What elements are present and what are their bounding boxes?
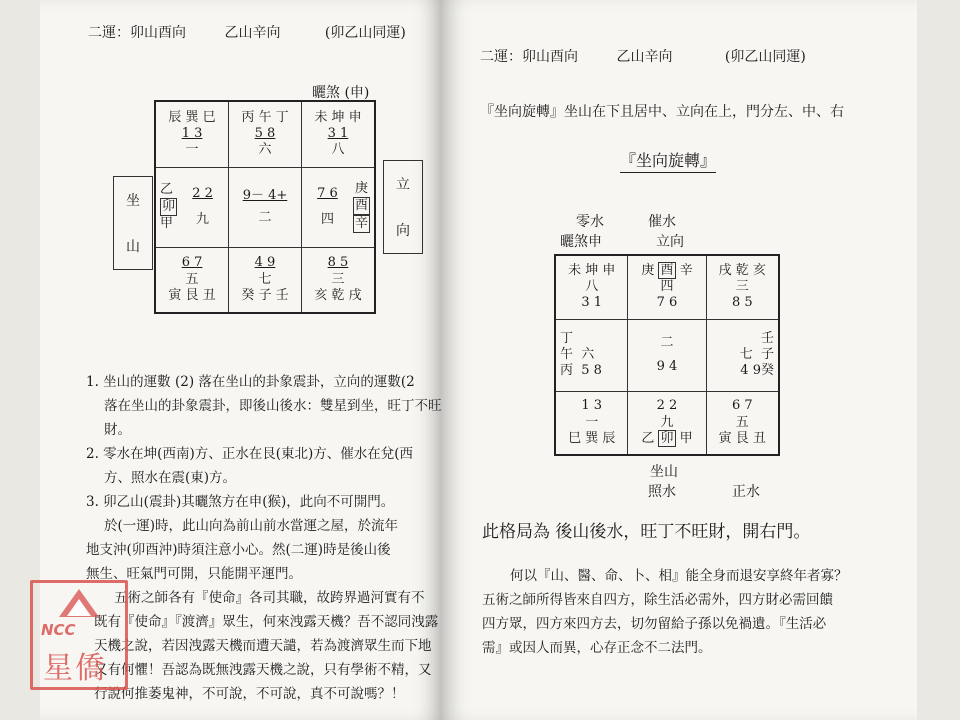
paragraph-line: 天機之說，若因洩露天機而遭天譴，若為渡濟眾生而下地 xyxy=(94,638,432,654)
cell-stars: 5 8 xyxy=(254,126,276,142)
paragraph-line: 五術之師各有『使命』各司其職，故跨界過河實有不 xyxy=(114,590,425,606)
cell-base-star: 五 xyxy=(735,414,749,430)
cell-directions: 未 坤 申 xyxy=(568,262,616,278)
cell-stars: 3 1 xyxy=(327,126,349,142)
chart-cell-se xyxy=(555,391,628,455)
cell-directions: 亥 乾 戌 xyxy=(314,287,362,303)
paragraph-line: 既有『使命』『渡濟』眾生，何來洩露天機？吾不認同洩露 xyxy=(94,614,439,630)
face-char-1: 立 xyxy=(396,177,410,193)
cell-stars: 9 4 xyxy=(656,359,678,374)
ncc-watermark-stamp xyxy=(30,580,128,690)
cell-base-star: 四 xyxy=(660,279,674,295)
cell-stars: 6 7 xyxy=(181,255,203,271)
cell-base-star: 三 xyxy=(331,271,345,287)
stamp-ncc-text: NCC xyxy=(41,621,76,639)
paragraph-line: 五術之師所得皆來自四方，除生活必需外，四方財必需回饋 xyxy=(482,592,833,608)
cell-direction-side: 丙 xyxy=(560,363,574,379)
cell-stars: 4 9 xyxy=(740,363,761,379)
sha-label: 曬煞 (申) xyxy=(312,85,370,101)
cell-directions: 巳 巽 辰 xyxy=(568,430,616,446)
cell-base-star: 二 xyxy=(258,210,272,225)
right-intro: 『坐向旋轉』坐山在下且居中、立向在上，門分左、中、右 xyxy=(480,104,844,120)
cell-stars: 8 5 xyxy=(327,255,349,271)
chart-cell-ne xyxy=(155,247,229,313)
chart-cell-sw xyxy=(301,101,375,167)
cell-stars: 2 2 xyxy=(192,185,213,201)
cell-direction-side: 癸 xyxy=(760,363,774,379)
cell-direction-side: 辛 xyxy=(679,262,693,278)
paragraph-line: 無生、旺氣門可開，只能開平運門。 xyxy=(86,566,302,582)
sit-char-1: 坐 xyxy=(126,193,140,209)
cell-direction-boxed: 酉 xyxy=(353,197,370,215)
cell-direction-boxed: 卯 xyxy=(160,198,177,216)
cell-directions: 辰 巽 巳 xyxy=(168,109,216,125)
cell-direction-side: 子 xyxy=(760,346,774,362)
cell-direction-side: 乙 xyxy=(160,181,174,197)
cell-direction-side: 庚 xyxy=(354,180,368,196)
left-body-text xyxy=(86,370,442,706)
sit-char-2: 山 xyxy=(126,239,140,255)
cell-stars: 7 6 xyxy=(317,185,338,201)
header-direction: 乙山辛向 xyxy=(224,25,281,41)
cell-direction-side: 丁 xyxy=(560,330,574,346)
header-mountain: 二運：卯山酉向 xyxy=(88,25,186,41)
header-direction: 乙山辛向 xyxy=(616,49,673,65)
label-ling-water: 零水 xyxy=(576,214,604,230)
cell-stars: 1 3 xyxy=(181,126,203,142)
chart-cell-s xyxy=(555,319,628,391)
cell-direction-side: 甲 xyxy=(679,430,693,446)
cell-base-star: 一 xyxy=(185,142,199,158)
cell-base-star: 四 xyxy=(320,212,334,227)
chart-cell-s xyxy=(229,101,302,167)
cell-base-star: 五 xyxy=(185,271,199,287)
cell-stars: 7 6 xyxy=(656,295,678,311)
chart-cell-sw xyxy=(555,255,628,319)
face-direction-box xyxy=(383,160,423,254)
sit-mountain-box xyxy=(113,176,153,270)
cell-directions: 未 坤 申 xyxy=(314,109,362,125)
face-char-2: 向 xyxy=(396,223,410,239)
paragraph-line: 方、照水在震(東)方。 xyxy=(104,470,237,486)
cell-direction-boxed: 辛 xyxy=(353,215,370,233)
cell-directions: 丙 午 丁 xyxy=(241,109,289,125)
cell-stars: 3 1 xyxy=(581,295,603,311)
paragraph-line: 1. 坐山的運數 (2) 落在坐山的卦象震卦，立向的運數(2 xyxy=(86,374,415,390)
chart-cell-se xyxy=(155,101,229,167)
cell-stars: 6 7 xyxy=(731,398,753,414)
cell-direction-side: 甲 xyxy=(160,216,174,232)
paragraph-line: 3. 卯乙山(震卦)其曬煞方在申(猴)，此向不可開門。 xyxy=(86,494,395,510)
cell-direction-side: 庚 xyxy=(641,262,655,278)
cell-direction-side: 午 xyxy=(560,346,574,362)
paragraph-line: 行說何推萎鬼神，不可說，不可說，真不可說嗎？！ xyxy=(94,686,405,702)
paragraph-line: 何以『山、醫、命、卜、相』能全身而退安享終年者寡？ xyxy=(510,568,848,584)
label-face-direction: 立向 xyxy=(656,234,684,250)
chart-cell-ne xyxy=(706,391,779,455)
header-mountain: 二運：卯山酉向 xyxy=(480,49,578,65)
right-section-title: 『坐向旋轉』 xyxy=(620,150,716,173)
right-page xyxy=(442,0,917,720)
left-page-header xyxy=(88,22,406,42)
cell-base-star: 九 xyxy=(196,212,210,227)
chart-cell-w xyxy=(628,255,706,319)
paragraph-line: 四方眾，四方來四方去，切勿留給子孫以免禍遺。『生活必 xyxy=(482,616,827,632)
paragraph-line: 又有何懼！吾認為既無洩露天機之說，只有學術不精，又 xyxy=(94,662,432,678)
paragraph-line: 落在坐山的卦象震卦，即後山後水：雙星到坐，旺丁不旺 xyxy=(104,398,442,414)
cell-directions: 寅 艮 丑 xyxy=(168,287,216,303)
cell-stars: 9－ 4+ xyxy=(242,187,288,203)
paragraph-line: 於(一運)時，此山向為前山前水當運之屋，於流年 xyxy=(104,518,399,534)
cell-base-star: 六 xyxy=(581,346,595,362)
right-page-header xyxy=(480,46,806,66)
left-flying-star-chart xyxy=(154,100,376,314)
label-cui-water: 催水 xyxy=(648,214,676,230)
chart-cell-center xyxy=(628,319,706,391)
triangle-logo-inner xyxy=(67,599,91,616)
chart-cell-e xyxy=(155,167,229,247)
chart-cell-nw xyxy=(706,255,779,319)
cell-base-star: 二 xyxy=(660,334,674,350)
label-sit-mountain: 坐山 xyxy=(650,464,678,480)
cell-stars: 8 5 xyxy=(731,295,753,311)
right-body-text xyxy=(482,564,848,660)
cell-base-star: 九 xyxy=(660,414,674,430)
cell-base-star: 七 xyxy=(258,271,272,287)
cell-base-star: 七 xyxy=(739,346,753,362)
cell-directions: 戌 乾 亥 xyxy=(718,262,766,278)
cell-direction-boxed: 酉 xyxy=(660,262,674,278)
cell-directions: 癸 子 壬 xyxy=(241,287,289,303)
cell-directions: 寅 艮 丑 xyxy=(718,430,766,446)
paragraph-line: 地支沖(卯酉沖)時須注意小心。然(二運)時是後山後 xyxy=(86,542,391,558)
chart-cell-center xyxy=(229,167,302,247)
chart-cell-e xyxy=(628,391,706,455)
right-flying-star-chart xyxy=(554,254,780,456)
label-zhao-water: 照水 xyxy=(648,484,676,500)
conclusion-text: 此格局為 後山後水，旺丁不旺財，開右門。 xyxy=(482,522,811,542)
cell-base-star: 一 xyxy=(585,414,599,430)
cell-base-star: 三 xyxy=(735,279,749,295)
cell-stars: 4 9 xyxy=(254,255,276,271)
cell-direction-side: 乙 xyxy=(641,430,655,446)
chart-cell-n xyxy=(229,247,302,313)
cell-direction-boxed: 卯 xyxy=(660,430,674,446)
header-note: (卯乙山同運) xyxy=(724,49,806,65)
paragraph-line: 財。 xyxy=(104,422,131,438)
cell-base-star: 八 xyxy=(585,279,599,295)
cell-base-star: 六 xyxy=(258,142,272,158)
chart-cell-nw xyxy=(301,247,375,313)
header-note: (卯乙山同運) xyxy=(324,25,406,41)
paragraph-line: 需』或因人而異，心存正念不二法門。 xyxy=(482,640,712,656)
cell-stars: 1 3 xyxy=(581,398,603,414)
cell-stars: 5 8 xyxy=(581,363,602,379)
chart-cell-n xyxy=(706,319,779,391)
chart-cell-w xyxy=(301,167,375,247)
label-zheng-water: 正水 xyxy=(732,484,760,500)
cell-base-star: 八 xyxy=(331,142,345,158)
label-sha: 曬煞申 xyxy=(560,234,602,250)
paragraph-line: 2. 零水在坤(西南)方、正水在艮(東北)方、催水在兌(西 xyxy=(86,446,414,462)
cell-direction-side: 壬 xyxy=(760,330,774,346)
stamp-name-text: 星僑 xyxy=(43,651,107,686)
cell-stars: 2 2 xyxy=(656,398,678,414)
